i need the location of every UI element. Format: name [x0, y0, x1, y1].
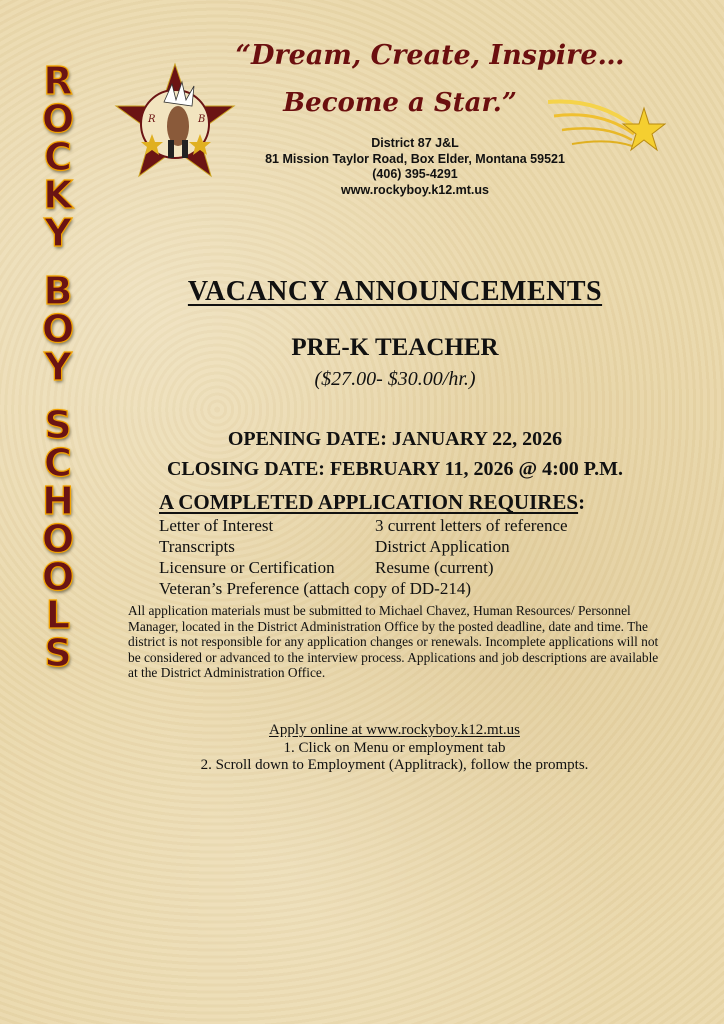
requirement-item: 3 current letters of reference	[375, 516, 568, 535]
vertical-title-letter: R	[43, 59, 73, 103]
submission-instructions: All application materials must be submitted to Michael Chavez, Human Resources/ Personnel Manager, located in the District Administration Office by the posted deadline, date and time. The district is not responsible for any application changes or renewals. Incomplete applications will not be considered or advanced to the interview process. Applications and job descriptions are available at the District Administration Office.	[128, 603, 659, 680]
vertical-title-letter: O	[41, 97, 75, 141]
apply-online-link[interactable]: Apply online at www.rockyboy.k12.mt.us	[269, 722, 520, 738]
apply-online-block	[128, 722, 661, 775]
vertical-title-letter: O	[41, 555, 75, 599]
pay-rate: ($27.00- $30.00/hr.)	[314, 368, 476, 390]
requirement-row	[159, 557, 619, 578]
contact-block	[250, 136, 580, 198]
address: 81 Mission Taylor Road, Box Elder, Montana 59521	[265, 151, 565, 166]
district-name: District 87 J&L	[371, 136, 459, 150]
svg-text:B: B	[198, 114, 206, 125]
requirements-heading-text: A COMPLETED APPLICATION REQUIRES	[159, 490, 579, 514]
requirements-heading-colon: :	[578, 490, 586, 514]
school-star-logo	[112, 62, 238, 182]
requirement-item: Resume (current)	[375, 558, 494, 577]
svg-text:R: R	[148, 114, 156, 125]
requirement-item: Licensure or Certification	[159, 558, 335, 577]
dates-block	[100, 424, 690, 484]
requirement-item: District Application	[375, 537, 510, 556]
job-title: PRE-K TEACHER	[291, 334, 499, 361]
requirements-heading	[159, 490, 585, 515]
closing-date: CLOSING DATE: FEBRUARY 11, 2026 @ 4:00 P.M.	[166, 458, 624, 480]
requirements-list	[159, 515, 619, 599]
requirement-row	[159, 536, 619, 557]
apply-step-1: 1. Click on Menu or employment tab	[283, 739, 506, 756]
vertical-title-letter: O	[41, 517, 75, 561]
vertical-title-letter: C	[44, 135, 72, 179]
requirement-item: Letter of Interest	[159, 516, 274, 535]
website: www.rockyboy.k12.mt.us	[341, 182, 489, 197]
vertical-title-letter: B	[43, 269, 73, 313]
vertical-title-letter: S	[44, 403, 72, 447]
requirement-item: Veteran’s Preference (attach copy of DD-214)	[159, 579, 471, 598]
vertical-title-letter: S	[44, 631, 72, 675]
phone: (406) 395-4291	[372, 167, 458, 181]
slogan-line-1: “Dream, Create, Inspire…	[235, 40, 625, 71]
requirement-row	[159, 515, 619, 536]
vacancy-heading-text: VACANCY ANNOUNCEMENTS	[187, 276, 603, 307]
rocky-boy-schools-vertical-title	[34, 59, 82, 675]
requirement-row	[159, 578, 619, 599]
vertical-title-letter: K	[43, 173, 73, 217]
vertical-title-letter: Y	[44, 345, 72, 389]
apply-step-2: 2. Scroll down to Employment (Applitrack), follow the prompts.	[200, 757, 589, 773]
requirement-item: Transcripts	[159, 537, 235, 556]
vertical-title-letter: L	[45, 593, 71, 637]
vertical-title-letter: O	[41, 307, 75, 351]
vertical-title-letter: Y	[44, 211, 72, 255]
vertical-title-letter: C	[44, 441, 72, 485]
slogan-line-2: Become a Star.”	[283, 88, 517, 118]
vertical-title-letter: H	[42, 479, 74, 523]
vacancy-heading	[140, 276, 650, 308]
opening-date: OPENING DATE: JANUARY 22, 2026	[227, 428, 563, 450]
